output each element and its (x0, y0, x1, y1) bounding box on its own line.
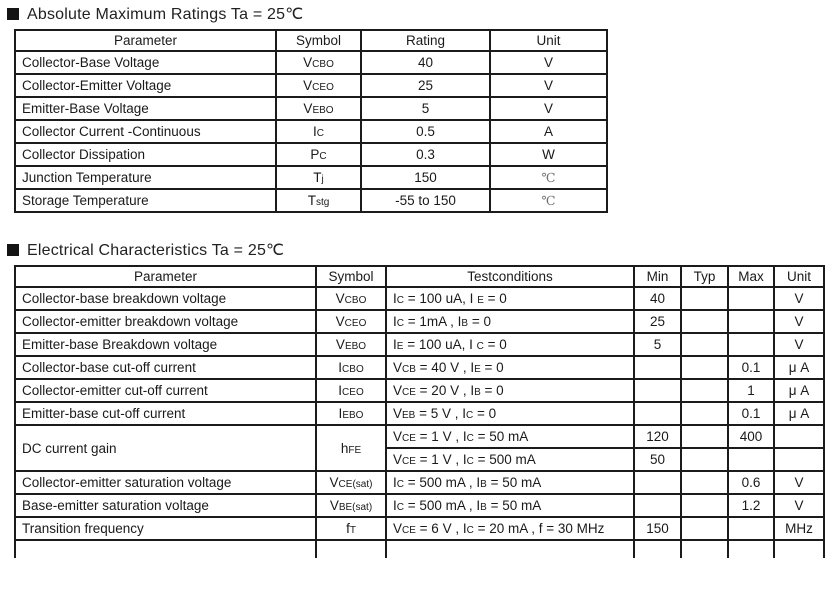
typ-cell (681, 517, 728, 540)
min-cell: 150 (634, 517, 681, 540)
symbol-cell: VCE(sat) (316, 471, 386, 494)
elec-title-text: Electrical Characteristics Ta = 25℃ (27, 242, 285, 259)
column-header: Rating (361, 30, 490, 51)
parameter-cell: Transition frequency (15, 517, 316, 540)
parameter-cell: Collector-Base Voltage (15, 51, 276, 74)
empty-cell (15, 540, 316, 558)
max-cell: 1 (728, 379, 774, 402)
rating-cell: 0.3 (361, 143, 490, 166)
testconditions-cell: IC = 100 uA, I E = 0 (386, 287, 634, 310)
testconditions-cell: VCE = 20 V , IB = 0 (386, 379, 634, 402)
symbol-cell: VEBO (276, 97, 361, 120)
typ-cell (681, 356, 728, 379)
rating-cell: 25 (361, 74, 490, 97)
column-header: Unit (774, 266, 824, 287)
symbol-cell: VCEO (276, 74, 361, 97)
symbol-cell: Tstg (276, 189, 361, 212)
symbol-cell: fT (316, 517, 386, 540)
column-header: Typ (681, 266, 728, 287)
rating-cell: 5 (361, 97, 490, 120)
testconditions-cell: VCE = 6 V , IC = 20 mA , f = 30 MHz (386, 517, 634, 540)
unit-cell (774, 425, 824, 448)
testconditions-cell: VEB = 5 V , IC = 0 (386, 402, 634, 425)
unit-cell: W (490, 143, 607, 166)
min-cell: 120 (634, 425, 681, 448)
rating-cell: -55 to 150 (361, 189, 490, 212)
parameter-cell: Collector-emitter cut-off current (15, 379, 316, 402)
max-cell (728, 333, 774, 356)
typ-cell (681, 471, 728, 494)
max-cell (728, 310, 774, 333)
table-row (15, 166, 607, 189)
unit-cell: μ A (774, 402, 824, 425)
unit-cell (774, 448, 824, 471)
min-cell (634, 379, 681, 402)
abs-max-table (14, 29, 608, 213)
table-row (15, 471, 824, 494)
max-cell (728, 517, 774, 540)
unit-cell: V (490, 51, 607, 74)
parameter-cell: Storage Temperature (15, 189, 276, 212)
unit-cell: V (774, 310, 824, 333)
symbol-cell: VEBO (316, 333, 386, 356)
table-row (15, 74, 607, 97)
min-cell (634, 402, 681, 425)
min-cell (634, 494, 681, 517)
parameter-cell: Collector Current -Continuous (15, 120, 276, 143)
table-row (15, 425, 824, 448)
min-cell (634, 471, 681, 494)
table-row (15, 379, 824, 402)
unit-cell: V (490, 74, 607, 97)
unit-cell: ℃ (490, 189, 607, 212)
empty-cell (634, 540, 681, 558)
max-cell: 1.2 (728, 494, 774, 517)
max-cell: 400 (728, 425, 774, 448)
max-cell: 0.1 (728, 402, 774, 425)
typ-cell (681, 425, 728, 448)
table-row (15, 356, 824, 379)
unit-cell: V (774, 333, 824, 356)
min-cell: 50 (634, 448, 681, 471)
symbol-cell: Tj (276, 166, 361, 189)
empty-cell (681, 540, 728, 558)
symbol-cell: ICEO (316, 379, 386, 402)
table-row (15, 494, 824, 517)
testconditions-cell: VCB = 40 V , IE = 0 (386, 356, 634, 379)
abs-max-section-title (7, 4, 827, 24)
min-cell: 5 (634, 333, 681, 356)
testconditions-cell: VCE = 1 V , IC = 50 mA (386, 425, 634, 448)
parameter-cell: Emitter-base cut-off current (15, 402, 316, 425)
column-header: Symbol (276, 30, 361, 51)
unit-cell: V (774, 471, 824, 494)
column-header: Parameter (15, 266, 316, 287)
column-header: Max (728, 266, 774, 287)
testconditions-cell: IC = 500 mA , IB = 50 mA (386, 494, 634, 517)
parameter-cell: Collector-emitter breakdown voltage (15, 310, 316, 333)
typ-cell (681, 402, 728, 425)
abs-max-title-text: Absolute Maximum Ratings Ta = 25℃ (27, 6, 304, 23)
table-row (15, 333, 824, 356)
typ-cell (681, 448, 728, 471)
empty-cell (774, 540, 824, 558)
symbol-cell: VBE(sat) (316, 494, 386, 517)
empty-cell (316, 540, 386, 558)
typ-cell (681, 494, 728, 517)
parameter-cell: Base-emitter saturation voltage (15, 494, 316, 517)
unit-cell: μ A (774, 379, 824, 402)
column-header: Unit (490, 30, 607, 51)
testconditions-cell: IC = 1mA , IB = 0 (386, 310, 634, 333)
symbol-cell: VCEO (316, 310, 386, 333)
unit-cell: V (774, 494, 824, 517)
parameter-cell: Collector Dissipation (15, 143, 276, 166)
testconditions-cell: IE = 100 uA, I C = 0 (386, 333, 634, 356)
unit-cell: MHz (774, 517, 824, 540)
empty-cell (728, 540, 774, 558)
unit-cell: ℃ (490, 166, 607, 189)
testconditions-cell: VCE = 1 V , IC = 500 mA (386, 448, 634, 471)
min-cell (634, 356, 681, 379)
header-row (15, 30, 607, 51)
column-header: Symbol (316, 266, 386, 287)
parameter-cell: DC current gain (15, 425, 316, 471)
parameter-cell: Collector-base cut-off current (15, 356, 316, 379)
unit-cell: V (774, 287, 824, 310)
symbol-cell: VCBO (316, 287, 386, 310)
symbol-cell: VCBO (276, 51, 361, 74)
max-cell (728, 287, 774, 310)
table-row (15, 143, 607, 166)
max-cell: 0.6 (728, 471, 774, 494)
table-row (15, 97, 607, 120)
max-cell: 0.1 (728, 356, 774, 379)
rating-cell: 40 (361, 51, 490, 74)
rating-cell: 0.5 (361, 120, 490, 143)
electrical-characteristics-table (14, 265, 825, 558)
symbol-cell: PC (276, 143, 361, 166)
column-header: Min (634, 266, 681, 287)
symbol-cell: hFE (316, 425, 386, 471)
typ-cell (681, 287, 728, 310)
testconditions-cell: IC = 500 mA , IB = 50 mA (386, 471, 634, 494)
symbol-cell: ICBO (316, 356, 386, 379)
typ-cell (681, 379, 728, 402)
table-row (15, 517, 824, 540)
table-row (15, 189, 607, 212)
table-row (15, 51, 607, 74)
square-bullet-icon (7, 8, 19, 20)
empty-cell (386, 540, 634, 558)
table-row (15, 402, 824, 425)
parameter-cell: Junction Temperature (15, 166, 276, 189)
unit-cell: μ A (774, 356, 824, 379)
parameter-cell: Emitter-base Breakdown voltage (15, 333, 316, 356)
min-cell: 25 (634, 310, 681, 333)
symbol-cell: IEBO (316, 402, 386, 425)
table-row (15, 310, 824, 333)
parameter-cell: Collector-base breakdown voltage (15, 287, 316, 310)
column-header: Parameter (15, 30, 276, 51)
symbol-cell: IC (276, 120, 361, 143)
rating-cell: 150 (361, 166, 490, 189)
elec-section-title (7, 240, 827, 260)
parameter-cell: Emitter-Base Voltage (15, 97, 276, 120)
table-row (15, 120, 607, 143)
header-row (15, 266, 824, 287)
column-header: Testconditions (386, 266, 634, 287)
square-bullet-icon (7, 244, 19, 256)
unit-cell: A (490, 120, 607, 143)
parameter-cell: Collector-emitter saturation voltage (15, 471, 316, 494)
partial-row (15, 540, 824, 558)
unit-cell: V (490, 97, 607, 120)
typ-cell (681, 333, 728, 356)
table-row (15, 287, 824, 310)
min-cell: 40 (634, 287, 681, 310)
parameter-cell: Collector-Emitter Voltage (15, 74, 276, 97)
typ-cell (681, 310, 728, 333)
max-cell (728, 448, 774, 471)
